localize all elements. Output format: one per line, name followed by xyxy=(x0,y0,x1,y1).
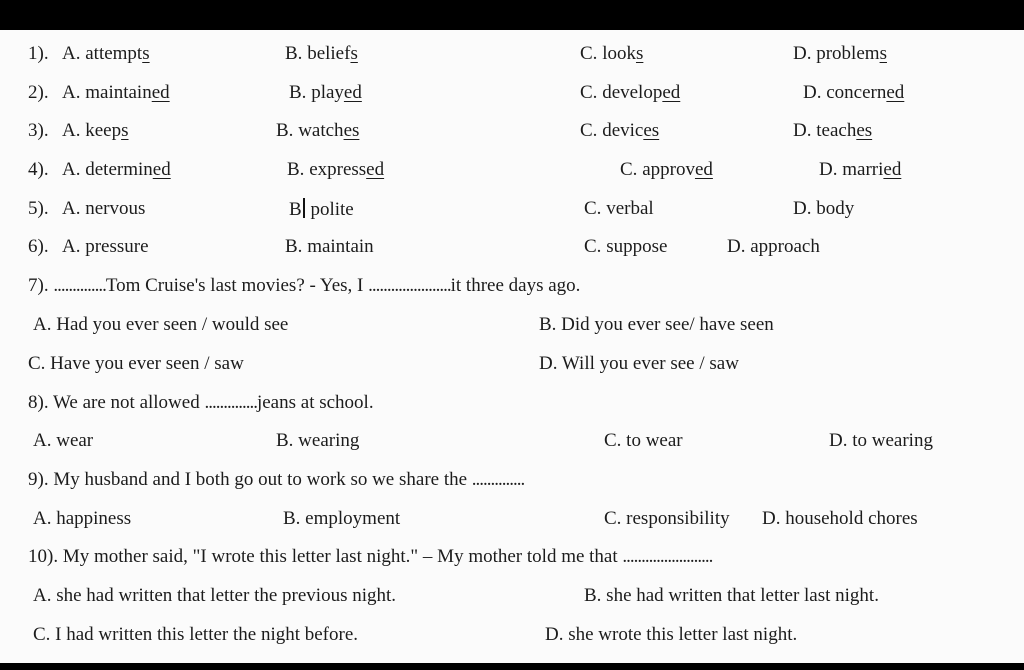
question-4-number: 4). xyxy=(28,159,49,180)
question-1-number: 1). xyxy=(28,43,49,64)
question-5-number: 5). xyxy=(28,198,49,219)
question-1-option-d: D. problems xyxy=(793,43,887,64)
question-9-option-c: C. responsibility xyxy=(604,508,730,529)
question-8-option-d: D. to wearing xyxy=(829,430,933,451)
question-7-option-a: A. Had you ever seen / would see xyxy=(33,314,289,335)
question-1-option-c: C. looks xyxy=(580,43,644,64)
question-9-option-b: B. employment xyxy=(283,508,401,529)
question-7-stem: 7). ..............Tom Cruise's last movies? - Yes, I ......................it three days ago. xyxy=(28,275,581,296)
question-3-number: 3). xyxy=(28,120,49,141)
text-cursor xyxy=(303,198,305,218)
question-6-number: 6). xyxy=(28,236,49,257)
question-6-option-a: A. pressure xyxy=(62,236,149,257)
question-10-option-d: D. she wrote this letter last night. xyxy=(545,624,798,645)
question-3-option-b: B. watches xyxy=(276,120,360,141)
question-8-option-c: C. to wear xyxy=(604,430,683,451)
question-8-option-a: A. wear xyxy=(33,430,94,451)
question-8-stem: 8). We are not allowed ..............jeans at school. xyxy=(28,392,374,413)
question-10-option-b: B. she had written that letter last night. xyxy=(584,585,879,606)
question-4-option-c: C. approved xyxy=(620,159,713,180)
question-10-option-a: A. she had written that letter the previous night. xyxy=(33,585,397,606)
question-7-option-c: C. Have you ever seen / saw xyxy=(28,353,244,374)
question-3-option-d: D. teaches xyxy=(793,120,873,141)
question-2-option-a: A. maintained xyxy=(62,82,170,103)
question-5-option-a: A. nervous xyxy=(62,198,146,219)
question-9-stem: 9). My husband and I both go out to work so we share the .............. xyxy=(28,469,525,490)
question-10-stem: 10). My mother said, "I wrote this letter last night." – My mother told me that ........................ xyxy=(28,546,713,567)
question-2-option-c: C. developed xyxy=(580,82,681,103)
question-6-option-b: B. maintain xyxy=(285,236,374,257)
question-5-option-c: C. verbal xyxy=(584,198,654,219)
question-5-option-d: D. body xyxy=(793,198,855,219)
question-6-option-c: C. suppose xyxy=(584,236,668,257)
question-3-option-a: A. keeps xyxy=(62,120,129,141)
question-3-option-c: C. devices xyxy=(580,120,660,141)
question-4-option-b: B. expressed xyxy=(287,159,385,180)
question-8-option-b: B. wearing xyxy=(276,430,360,451)
question-9-option-d: D. household chores xyxy=(762,508,918,529)
question-1-option-a: A. attempts xyxy=(62,43,150,64)
question-2-option-d: D. concerned xyxy=(803,82,905,103)
bottom-border xyxy=(0,663,1024,670)
question-2-option-b: B. played xyxy=(289,82,362,103)
question-7-option-b: B. Did you ever see/ have seen xyxy=(539,314,774,335)
question-6-option-d: D. approach xyxy=(727,236,820,257)
question-1-option-b: B. beliefs xyxy=(285,43,358,64)
question-2-number: 2). xyxy=(28,82,49,103)
question-5-option-b: B polite xyxy=(289,199,354,220)
question-7-option-d: D. Will you ever see / saw xyxy=(539,353,739,374)
question-4-option-a: A. determined xyxy=(62,159,171,180)
question-9-option-a: A. happiness xyxy=(33,508,132,529)
question-4-option-d: D. married xyxy=(819,159,902,180)
question-10-option-c: C. I had written this letter the night before. xyxy=(33,624,359,645)
